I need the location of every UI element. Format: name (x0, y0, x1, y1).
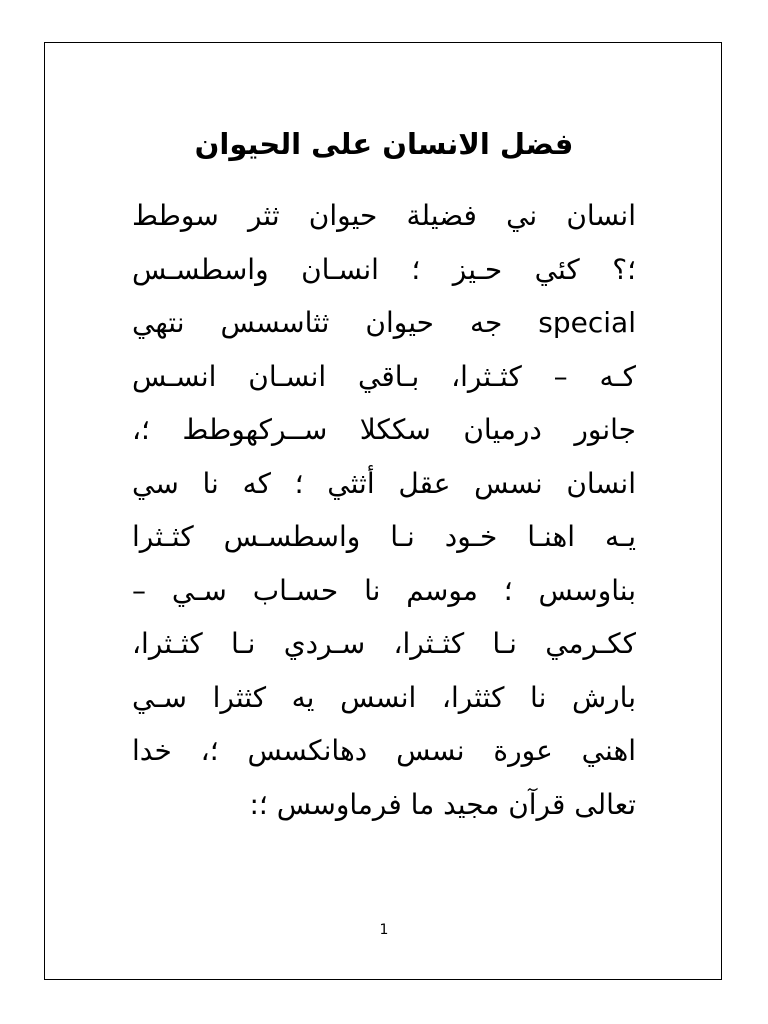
text-line: كـه – كثـثرا، بـاقي انسـان انسـس (132, 359, 636, 393)
text-line: ؛؟ كئي حـيز ؛ انسـان واسطسـس (132, 252, 636, 286)
text-line: special جه حيوان ثثاسسس نتهي (132, 306, 636, 339)
document-title: فضل الانسان على الحيوان (194, 127, 574, 161)
text-line: جانور درميان سككلا ســركهوطط ؛، (132, 413, 636, 446)
body-paragraph (132, 193, 636, 835)
text-line: بناوسس ؛ موسم نا حسـاب سـي – (132, 573, 636, 607)
text-line: انسان نسس عقل أثثي ؛ كه نا سي (132, 466, 636, 500)
page-number: 1 (379, 922, 389, 938)
text-line: تعالى قرآن مجيد ما فرماوسس ؛: (249, 787, 636, 821)
text-line: بارش نا كثثرا، انسس يه كثثرا سـي (132, 680, 636, 714)
text-line: انسان ني فضيلة حيوان ثثر سوطط (132, 199, 636, 232)
text-line: اهني عورة نسس دهانكسس ؛، خدا (132, 734, 636, 767)
text-line: يـه اهنـا خـود نـا واسطسـس كثـثرا (132, 520, 636, 553)
text-line: ككـرمي نـا كثـثرا، سـردي نـا كثـثرا، (132, 627, 636, 660)
